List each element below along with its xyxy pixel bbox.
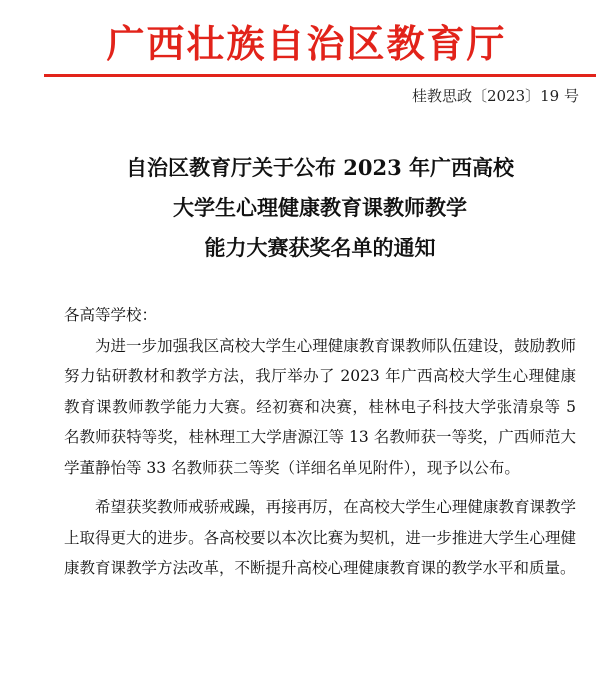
notice-title-line-3: 能力大赛获奖名单的通知 [204, 235, 436, 260]
notice-title [40, 148, 600, 268]
salutation: 各高等学校： [64, 306, 158, 324]
header-red-rule [44, 74, 596, 77]
notice-title-line-1: 自治区教育厅关于公布 2023 年广西高校 [125, 155, 515, 180]
body-paragraph-1: 为进一步加强我区高校大学生心理健康教育课教师队伍建设，鼓励教师努力钻研教材和教学方法，我厅举办了 2023 年广西高校大学生心理健康教育课教师教学能力大赛。经初赛和决赛，桂林电子科技大学张清泉等 5 名教师获特等奖，桂林理工大学唐源江等 13 名教师获一等奖，广西师范大学董静怡等 33 名教师获二等奖（详细名单见附件），现予以公布。 [64, 336, 576, 477]
notice-body [64, 300, 576, 584]
document-number: 桂教思政〔2023〕19 号 [411, 87, 579, 105]
body-paragraph-2: 希望获奖教师戒骄戒躁，再接再厉，在高校大学生心理健康教育课教学上取得更大的进步。各高校要以本次比赛为契机，进一步推进大学生心理健康教育课教学方法改革，不断提升高校心理健康教育课的教学水平和质量。 [64, 498, 576, 577]
issuing-agency-title: 广西壮族自治区教育厅 [106, 21, 507, 66]
notice-title-line-2: 大学生心理健康教育课教师教学 [173, 195, 467, 220]
